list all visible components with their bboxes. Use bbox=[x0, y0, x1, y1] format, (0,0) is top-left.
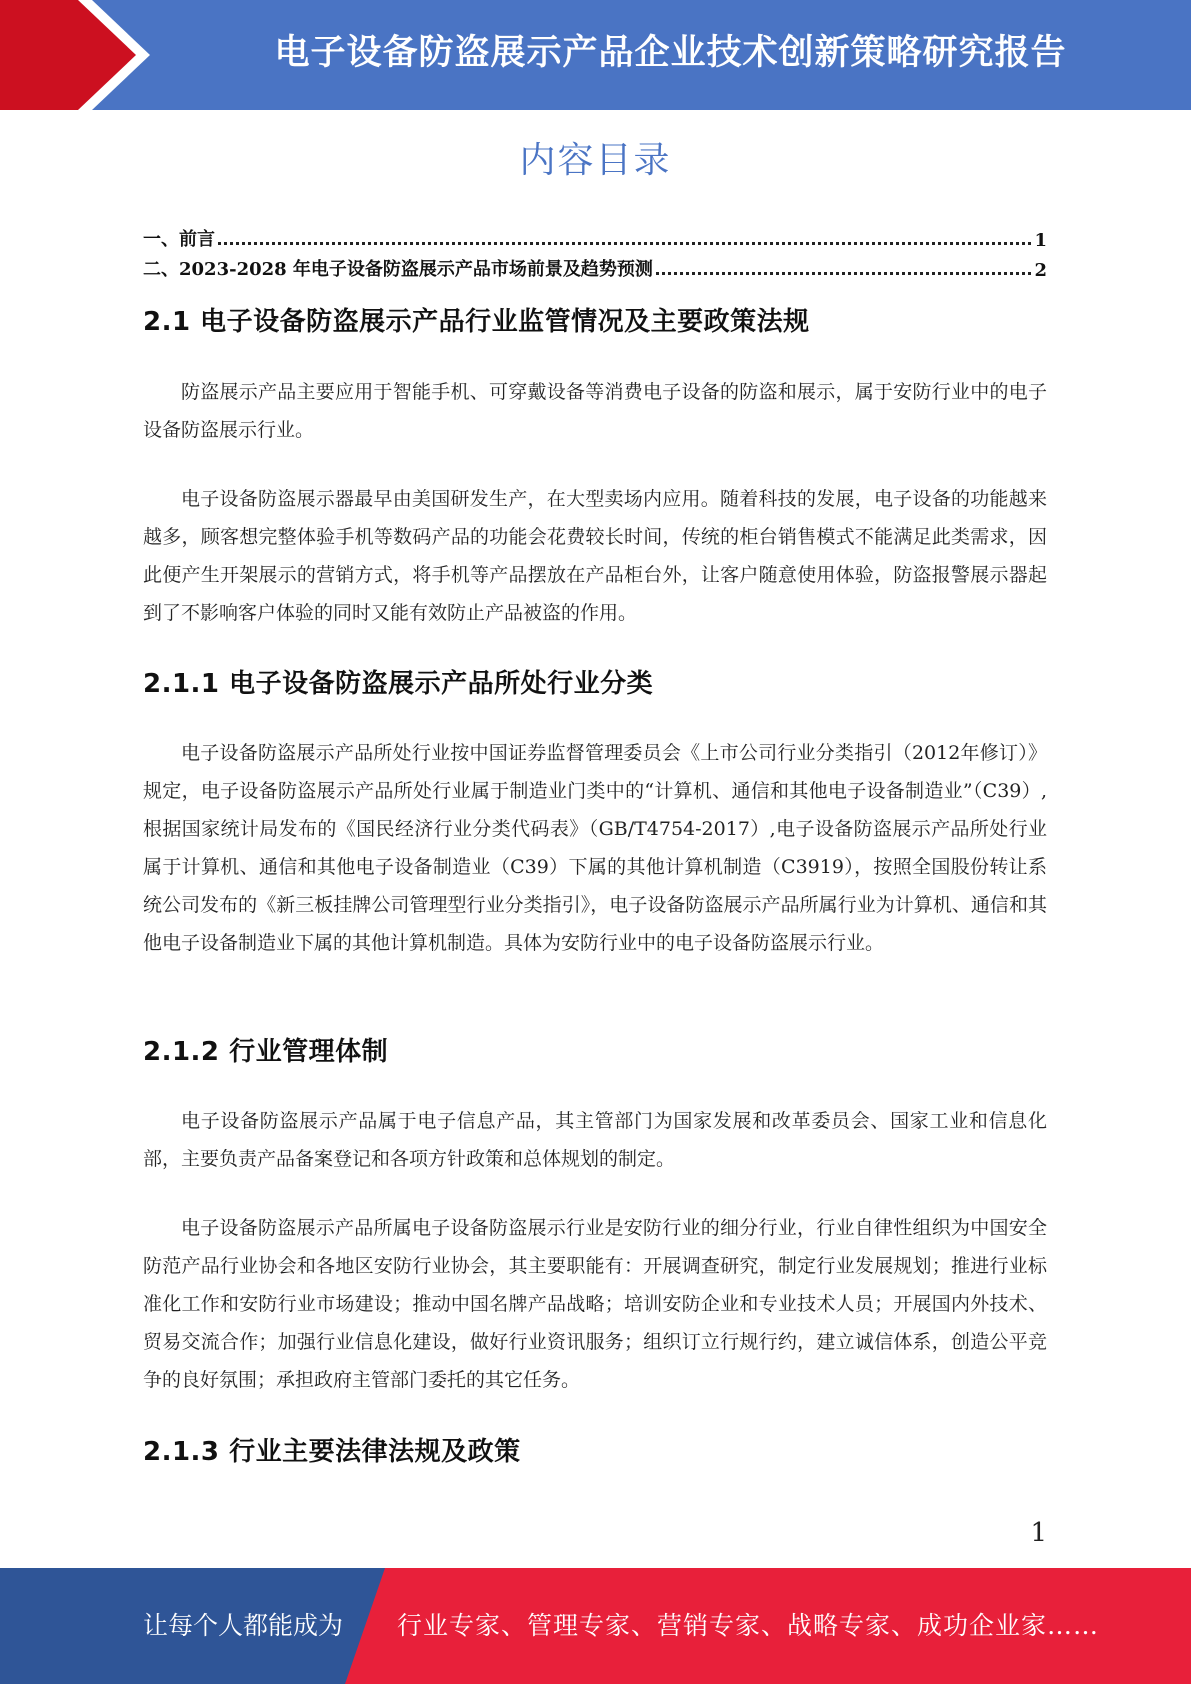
header-banner bbox=[0, 0, 1191, 110]
page-number: 1 bbox=[1030, 1518, 1047, 1548]
paragraph: 电子设备防盗展示产品所处行业按中国证券监督管理委员会《上市公司行业分类指引（2012年修订）》规定，电子设备防盗展示产品所处行业属于制造业门类中的“计算机、通信和其他电子设备制造业”（C39）,根据国家统计局发布的《国民经济行业分类代码表》（GB/T4754-2017）,电子设备防盗展示产品所处行业属于计算机、通信和其他电子设备制造业（C39）下属的其他计算机制造（C3919），按照全国股份转让系统公司发布的《新三板挂牌公司管理型行业分类指引》，电子设备防盗展示产品所属行业为计算机、通信和其他电子设备制造业下属的其他计算机制造。具体为安防行业中的电子设备防盗展示行业。 bbox=[143, 742, 1047, 954]
toc-entry-label: 二、2023-2028 年电子设备防盗展示产品市场前景及趋势预测 bbox=[143, 259, 653, 280]
toc-leader-dots bbox=[656, 272, 1032, 275]
paragraph: 电子设备防盗展示产品所属电子设备防盗展示行业是安防行业的细分行业，行业自律性组织为中国安全防范产品行业协会和各地区安防行业协会，其主要职能有：开展调查研究，制定行业发展规划；推进行业标准化工作和安防行业市场建设；推动中国名牌产品战略；培训安防企业和专业技术人员；开展国内外技术、贸易交流合作；加强行业信息化建设，做好行业资讯服务；组织订立行规行约，建立诚信体系，创造公平竞争的良好氛围；承担政府主管部门委托的其它任务。 bbox=[143, 1217, 1047, 1391]
toc-entry-page: 2 bbox=[1034, 260, 1047, 281]
section-heading-2-1-1: 2.1.1 电子设备防盗展示产品所处行业分类 bbox=[143, 669, 654, 699]
paragraph: 防盗展示产品主要应用于智能手机、可穿戴设备等消费电子设备的防盗和展示，属于安防行业中的电子设备防盗展示行业。 bbox=[143, 381, 1047, 441]
toc-entry[interactable] bbox=[143, 251, 1047, 281]
section-heading-2-1: 2.1 电子设备防盗展示产品行业监管情况及主要政策法规 bbox=[143, 307, 810, 337]
header-red-arrow-icon bbox=[0, 0, 160, 110]
toc-entry-label: 一、前言 bbox=[143, 229, 215, 250]
paragraph: 电子设备防盗展示器最早由美国研发生产，在大型卖场内应用。随着科技的发展，电子设备的功能越来越多，顾客想完整体验手机等数码产品的功能会花费较长时间，传统的柜台销售模式不能满足此类需求，因此便产生开架展示的营销方式，将手机等产品摆放在产品柜台外，让客户随意使用体验，防盗报警展示器起到了不影响客户体验的同时又能有效防止产品被盗的作用。 bbox=[143, 488, 1047, 624]
table-of-contents bbox=[143, 221, 1047, 281]
section-heading-2-1-3: 2.1.3 行业主要法律法规及政策 bbox=[143, 1437, 521, 1467]
section-heading-2-1-2: 2.1.2 行业管理体制 bbox=[143, 1037, 389, 1067]
toc-title: 内容目录 bbox=[519, 140, 672, 181]
footer-banner bbox=[0, 1568, 1191, 1684]
toc-entry-page: 1 bbox=[1034, 230, 1047, 251]
paragraph: 电子设备防盗展示产品属于电子信息产品，其主管部门为国家发展和改革委员会、国家工业和信息化部，主要负责产品备案登记和各项方针政策和总体规划的制定。 bbox=[143, 1110, 1047, 1170]
toc-leader-dots bbox=[218, 242, 1031, 245]
footer-slogan-left: 让每个人都能成为 bbox=[143, 1611, 344, 1640]
report-title: 电子设备防盗展示产品企业技术创新策略研究报告 bbox=[274, 33, 1067, 73]
toc-entry[interactable] bbox=[143, 221, 1047, 251]
footer-slogan-right: 行业专家、管理专家、营销专家、战略专家、成功企业家…… bbox=[397, 1611, 1100, 1640]
